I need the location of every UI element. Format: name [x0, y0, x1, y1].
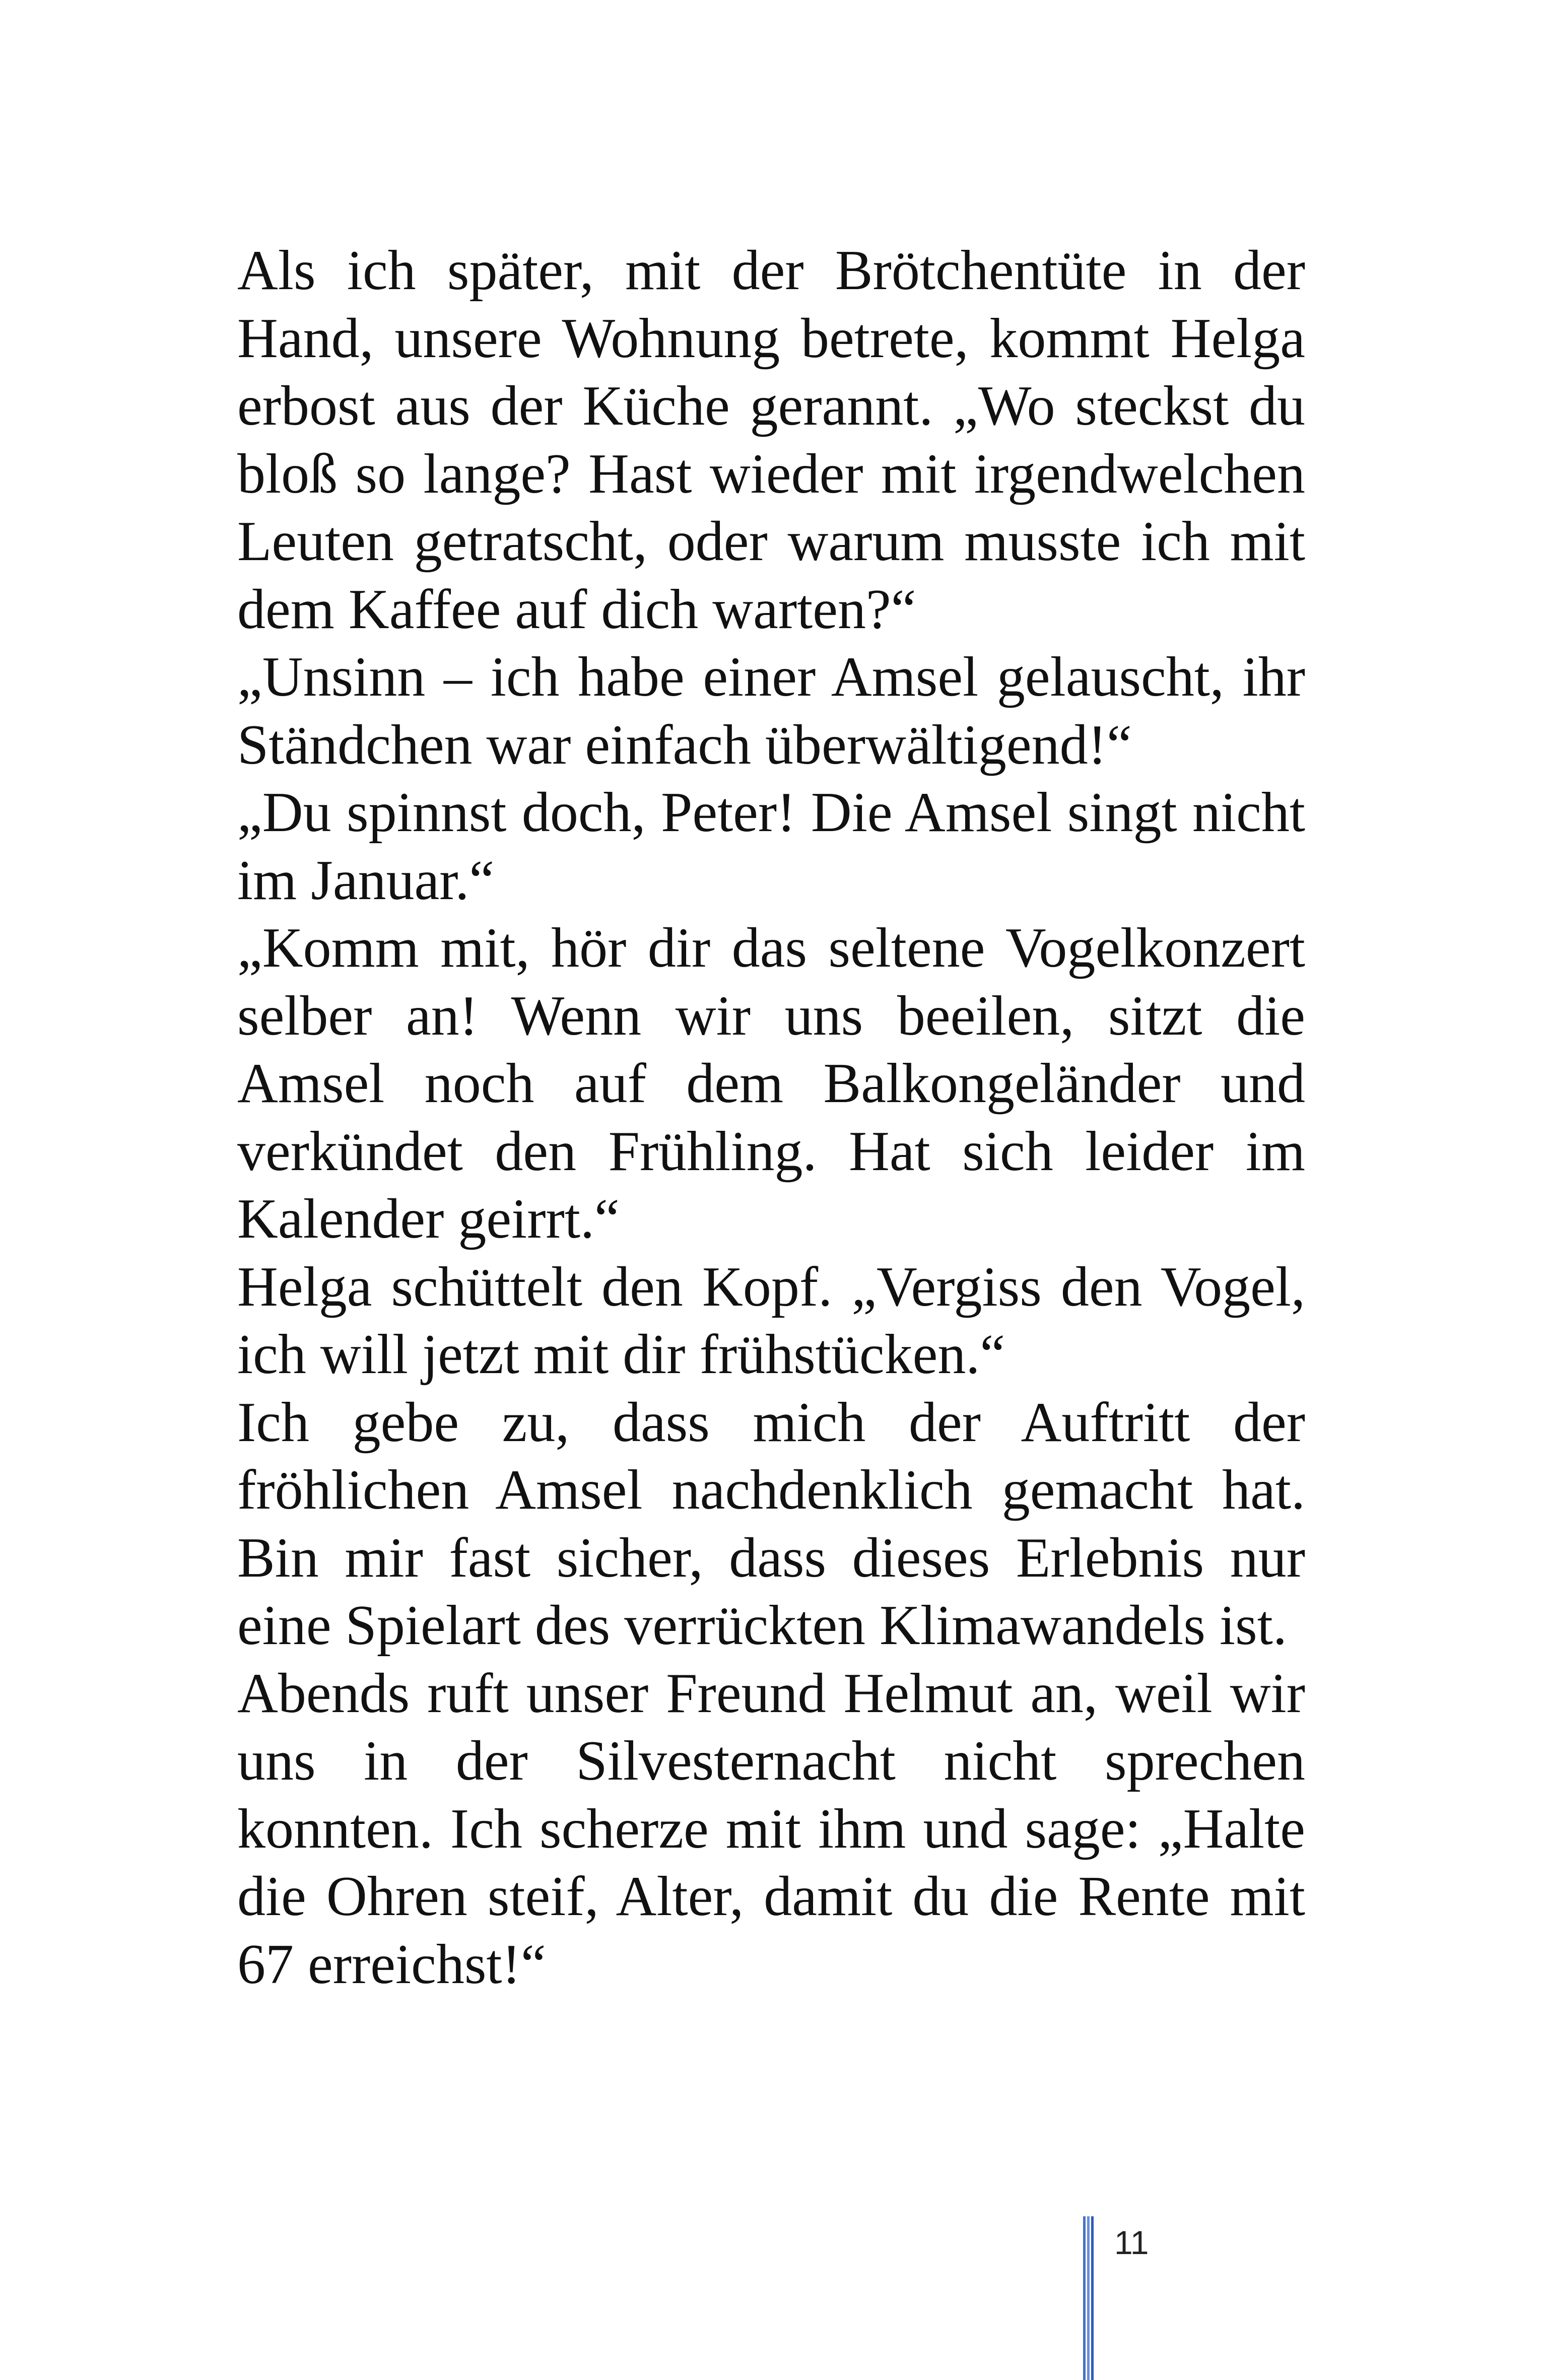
page-footer	[1083, 2216, 1285, 2380]
paragraph: „Du spinnst doch, Peter! Die Amsel singt nicht im Januar.“	[237, 781, 1305, 912]
body-text	[237, 237, 1305, 1998]
page-number: 11	[1114, 2224, 1149, 2261]
paragraph: Ich gebe zu, dass mich der Auftritt der fröhlichen Amsel nachdenklich gemacht hat. Bin mir fast sicher, dass dieses Erlebnis nur eine Spielart des verrückten Klimawandels ist.	[237, 1391, 1305, 1657]
paragraph: „Komm mit, hör dir das seltene Vogelkonzert selber an! Wenn wir uns beeilen, sitzt die Amsel noch auf dem Balkongeländer und verkündet den Frühling. Hat sich leider im Kalender geirrt.“	[237, 917, 1305, 1250]
paragraph: Helga schüttelt den Kopf. „Vergiss den Vogel, ich will jetzt mit dir frühstücken.“	[237, 1255, 1305, 1386]
paragraph: „Unsinn – ich habe einer Amsel gelauscht, ihr Ständchen war einfach überwältigend!“	[237, 646, 1305, 776]
paragraph: Abends ruft unser Freund Helmut an, weil wir uns in der Silvesternacht nicht sprechen konnten. Ich scherze mit ihm und sage: „Halte die Ohren steif, Alter, damit du die Rente mit 67 erreichst!“	[237, 1662, 1305, 1996]
paragraph: Als ich später, mit der Brötchentüte in der Hand, unsere Wohnung betrete, kommt Helga erbost aus der Küche gerannt. „Wo steckst du bloß so lange? Hast wieder mit irgendwelchen Leuten getratscht, oder warum musste ich mit dem Kaffee auf dich warten?“	[237, 239, 1305, 641]
footer-rule	[1083, 2216, 1095, 2380]
